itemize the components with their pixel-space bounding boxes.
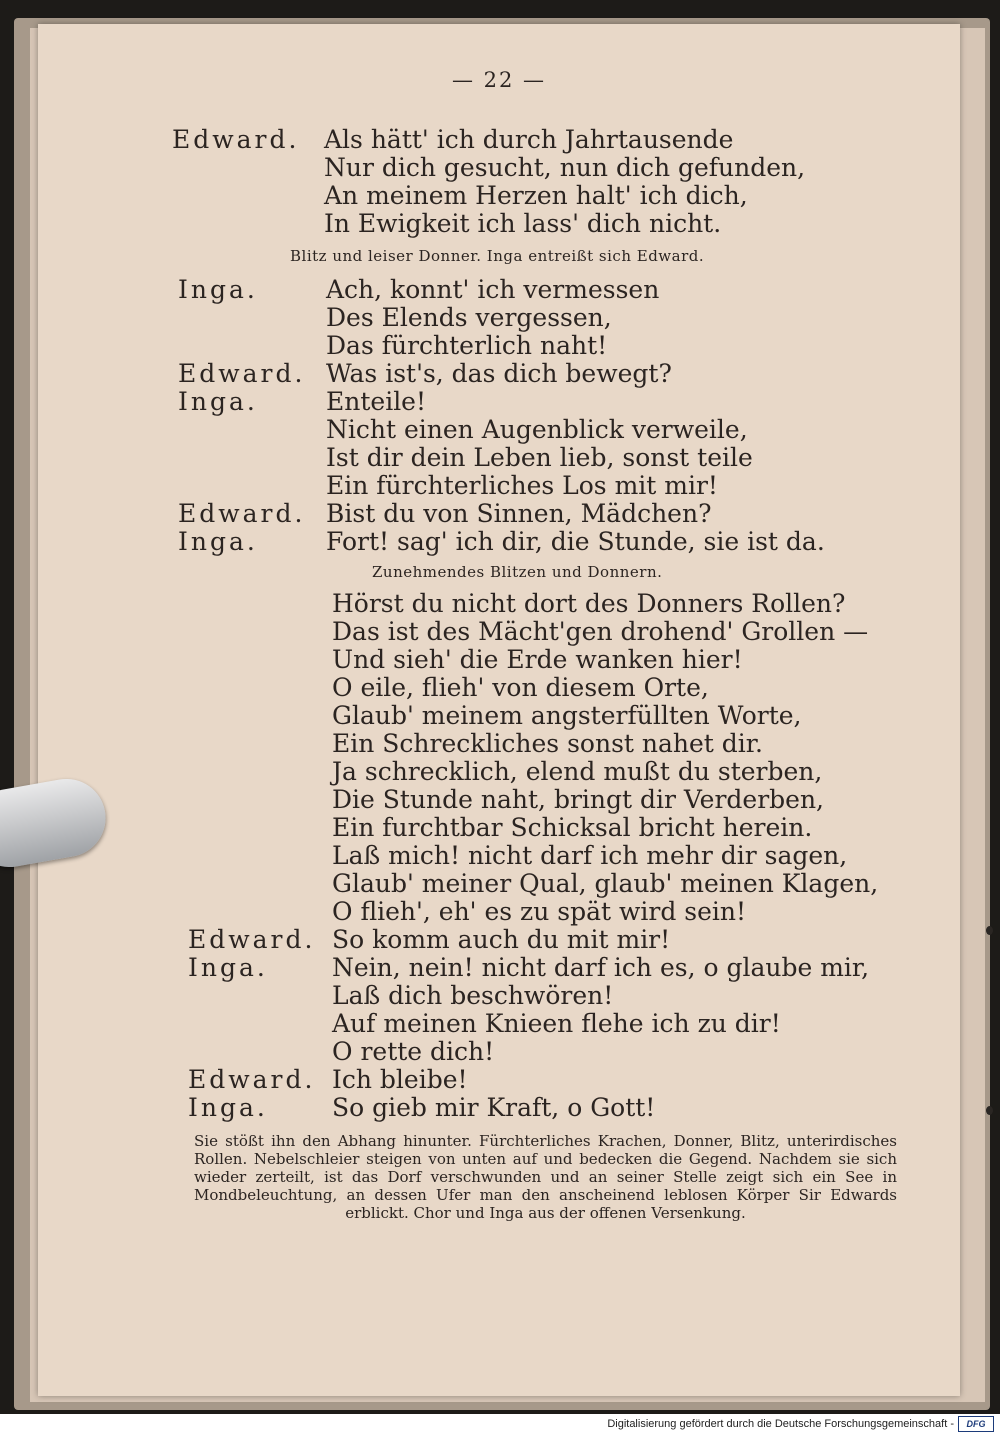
verse-line: Das ist des Mächt'gen drohend' Grollen —	[332, 617, 869, 646]
verse-line: Hörst du nicht dort des Donners Rollen?	[332, 589, 846, 618]
speaker-name: Edward.	[178, 499, 306, 528]
verse-line: Die Stunde naht, bringt dir Verderben,	[332, 785, 824, 814]
stage-direction: Zunehmendes Blitzen und Donnern.	[372, 563, 663, 581]
verse-line: Laß mich! nicht darf ich mehr dir sagen,	[332, 841, 848, 870]
verse-line: Ein furchtbar Schicksal bricht herein.	[332, 813, 813, 842]
verse-line: O eile, flieh' von diesem Orte,	[332, 673, 709, 702]
speaker-name: Inga.	[188, 1093, 268, 1122]
book-page	[38, 24, 960, 1396]
verse-line: O flieh', eh' es zu spät wird sein!	[332, 897, 747, 926]
verse-line: Auf meinen Knieen flehe ich zu dir!	[332, 1009, 781, 1038]
verse-line: Glaub' meiner Qual, glaub' meinen Klagen,	[332, 869, 879, 898]
verse-line: An meinem Herzen halt' ich dich,	[324, 181, 748, 210]
margin-dot	[986, 926, 993, 935]
speaker-name: Edward.	[178, 359, 306, 388]
speaker-name: Inga.	[188, 953, 268, 982]
verse-line: Das fürchterlich naht!	[326, 331, 608, 360]
verse-line: Des Elends vergessen,	[326, 303, 612, 332]
speaker-name: Inga.	[178, 387, 258, 416]
verse-line: So komm auch du mit mir!	[332, 925, 671, 954]
speaker-name: Inga.	[178, 275, 258, 304]
verse-line: Enteile!	[326, 387, 427, 416]
verse-line: Ach, konnt' ich vermessen	[326, 275, 660, 304]
verse-line: Laß dich beschwören!	[332, 981, 614, 1010]
verse-line: Nein, nein! nicht darf ich es, o glaube mir,	[332, 953, 870, 982]
stage-direction-block: Sie stößt ihn den Abhang hinunter. Fürchterliches Krachen, Donner, Blitz, unterirdisches Rollen. Nebelschleier steigen von unten auf und bedecken die Gegend. Nachdem sie sich wieder zerteilt, ist das Dorf verschwunden und an seiner Stelle zeigt sich ein See in Mondbeleuchtung, an dessen Ufer man den anscheinend leblosen Körper Sir Edwards erblickt. Chor und Inga aus der offenen Versenkung.	[194, 1132, 897, 1222]
verse-line: Was ist's, das dich bewegt?	[326, 359, 672, 388]
verse-line: Fort! sag' ich dir, die Stunde, sie ist da.	[326, 527, 825, 556]
verse-line: Ein Schreckliches sonst nahet dir.	[332, 729, 763, 758]
verse-line: Ist dir dein Leben lieb, sonst teile	[326, 443, 753, 472]
verse-line: Als hätt' ich durch Jahrtausende	[324, 125, 734, 154]
verse-line: O rette dich!	[332, 1037, 495, 1066]
verse-line: Ein fürchterliches Los mit mir!	[326, 471, 718, 500]
speaker-name: Edward.	[188, 1065, 316, 1094]
verse-line: Ich bleibe!	[332, 1065, 468, 1094]
speaker-name: Edward.	[188, 925, 316, 954]
verse-line: Nur dich gesucht, nun dich gefunden,	[324, 153, 806, 182]
digitization-credit: Digitalisierung gefördert durch die Deutsche Forschungsgemeinschaft -	[607, 1418, 954, 1430]
speaker-name: Edward.	[172, 125, 300, 154]
verse-line: Und sieh' die Erde wanken hier!	[332, 645, 743, 674]
dfg-logo: DFG	[958, 1416, 994, 1432]
stage-direction: Blitz und leiser Donner. Inga entreißt sich Edward.	[290, 247, 705, 265]
verse-line: Nicht einen Augenblick verweile,	[326, 415, 748, 444]
margin-dot	[986, 1106, 993, 1115]
verse-line: So gieb mir Kraft, o Gott!	[332, 1093, 656, 1122]
verse-line: Bist du von Sinnen, Mädchen?	[326, 499, 712, 528]
verse-line: In Ewigkeit ich lass' dich nicht.	[324, 209, 722, 238]
verse-line: Ja schrecklich, elend mußt du sterben,	[332, 757, 823, 786]
verse-line: Glaub' meinem angsterfüllten Worte,	[332, 701, 802, 730]
page-number: — 22 —	[451, 68, 547, 92]
speaker-name: Inga.	[178, 527, 258, 556]
